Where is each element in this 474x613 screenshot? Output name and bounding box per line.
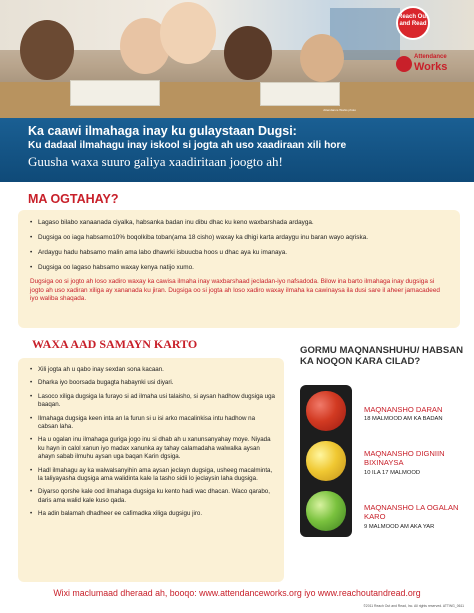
copyright: ©2011 Reach Out and Read, Inc. All rights reserved. ATTWG_0611 [363,604,464,608]
footer-link-text[interactable]: Wixi maclumaad dheraad ah, booqo: www.attendanceworks.org iyo www.reachoutandread.org [53,588,421,598]
photo-book [70,80,160,106]
reach-out-and-read-logo [396,6,430,40]
logo-text: Reach Out and Read [398,14,429,27]
level-detail: 9 MALMOOD AM AKA YAR [364,523,435,530]
did-you-know-section [18,192,460,328]
bullet-list [30,366,276,519]
list-item: • Hadl ilmahagu ay ka walwalsanyihin ama aysan jeclayn dugsiga, usheeg macalminta, la taliyayasha dugsiga ama walidinta kale la tasho sidii lo jeclaysin laha dugsiga. [30,467,276,484]
yellow-apple-icon [306,441,346,481]
level-name: MAQNANSHO DIGNIIN BIXINAYSA [364,449,445,468]
level-name: MAQNANSHO LA OGALAN KARO [364,503,459,522]
level-detail: 18 MALMOOD AM KA BADAN [364,416,443,423]
list-item: • Ha u ogalan inu ilmahaga guriga jogo inu si dhab ah u xanunsanyahay moye. Niyada ku hayn in calol xanun iyo madax xanunka ay tahay calamadaha walwalka aysan ahayn sabab ilmuhu aysan uga baqan Karin dgsiga. [30,436,276,461]
photo-child-3 [224,26,272,80]
page-title: Ka caawi ilmahaga inay ku gulaystaan Dugsi: [28,124,297,138]
list-item: • Ilmahaga dugsiga keen inta an la furun si u isi arko macalinkisa intu hadhow na cabsan laha. [30,415,276,432]
did-you-know-box [18,210,460,328]
attendance-works-logo [396,44,458,78]
photo-child-4 [300,34,344,82]
page-tagline: Guusha waxa suuro galiya xaadiritaan joogto ah! [28,154,283,169]
logo-text-bottom: Works [414,61,448,73]
logo-text-top: Attendance [414,54,447,60]
level-acceptable [364,503,464,530]
section-title: MA OGTAHAY? [28,192,119,206]
bullet-list [30,218,450,272]
title-band [0,118,474,182]
what-you-can-do-box [18,358,284,582]
photo-child-1 [20,20,74,80]
list-item: • Dugsiga oo iaga habsamo10% boqolkiba toban(ama 18 cisho) waxay ka dhigi karta ardaygu inu baran wayo aqriska. [30,233,450,242]
list-item: • Dharka iyo boorsada bugagta habaynki usi diyari. [30,379,276,387]
absence-levels-section [300,345,464,530]
highlight-note: Dugsiga oo si jogto ah loso xadiro waxay ka cawisa ilmaha inay waxbarshaad jecladan-iyo nafsadoda. Bilow ina barto ilmahaga inay dugsiga si jogto ah uso xadiran xiliga ay xananada ku jiran. Dugsiga oo si jogta ah loso xadiro waxay ilmaha ka cawinaysa ila dusi sare il aheer jamacadeed iyo waliba shaqada. [30,278,440,303]
list-item: • Lagaso bilabo xanaanada ciyalka, habsanka badan inu dibu dhac ku keno waxbarshada ardayga. [30,218,450,227]
level-name: MAQNANSHO DARAN [364,405,443,414]
photo-book [260,82,340,106]
section-question: GORMU MAQNANSHUHU/ HABSAN KA NOQON KARA CILAD? [300,345,464,367]
level-severe [364,405,464,422]
page-subtitle: Ku dadaal ilmahagu inay iskool si jogta ah uso xaadiraan xili hore [28,140,347,151]
list-item: • Dugsiga oo lagaso habsamo waxay kenya natijo xumo. [30,263,450,272]
photo-adult [160,2,216,64]
level-detail: 10 ILA 17 MALMOOD [364,469,421,476]
photo-credit: Attendance Works photo [323,108,356,112]
red-apple-icon [306,391,346,431]
green-apple-icon [306,491,346,531]
what-you-can-do-section [18,337,284,582]
traffic-light [300,385,352,537]
list-item: • Ardaygu hadu habsamo malin ama labo dhawrki isbuucba hoos u dhac aya ku imanaya. [30,248,450,257]
level-warning [364,449,450,476]
list-item: • Lasoco xiliga dugsiga la furayo si ad ilmaha usi talaisho, si aysan hadhow dugsiga uga baaqan. [30,393,276,410]
heart-icon [396,56,412,72]
section-title: WAXA AAD SAMAYN KARTO [32,337,198,351]
list-item: • Diyarso qorshe kale ood ilmahaga dugsiga ku kento hadi wac dhacan. Waco qarabo, daris ama walid kale kuso qada. [30,488,276,505]
list-item: • Xili jogta ah u qabo inay sexdan sona kacaan. [30,366,276,374]
list-item: • Ha adin balamah dhadheer ee cafimadka xiliga dugsigu jiro. [30,510,276,518]
